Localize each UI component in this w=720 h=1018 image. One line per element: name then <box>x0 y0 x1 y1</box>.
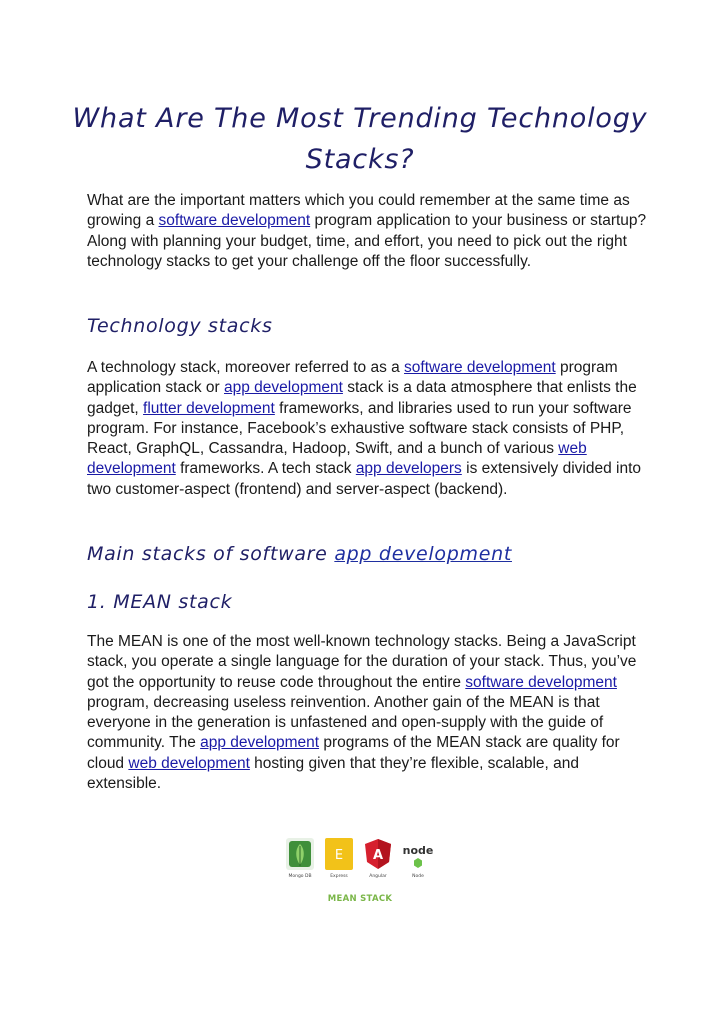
paragraph-text: is extensively divided into two customer-aspect (frontend) and server-aspect (backend). <box>87 460 642 498</box>
app-development-heading-link[interactable]: app development <box>334 543 512 565</box>
paragraph-text: hosting given that they’re flexible, scalable, and extensible. <box>87 754 580 793</box>
web-development-link[interactable]: web development <box>87 440 587 478</box>
svg-text:node: node <box>402 844 434 857</box>
software-development-link[interactable]: software development <box>404 359 556 376</box>
paragraph-text: program application stack or <box>87 359 618 397</box>
heading-text: Main stacks of software <box>87 543 335 565</box>
paragraph-text: The MEAN is one of the most well-known technology stacks. Being a JavaScript stack, you operate a single language for the duration of your stack. Thus, you’ve got the opportunity to reuse code throughout the entire <box>87 633 637 691</box>
paragraph-text: frameworks. A tech stack <box>175 460 356 478</box>
logo-caption-angular: Angular <box>369 874 387 879</box>
section-heading-technology-stacks: Technology stacks <box>87 315 273 337</box>
web-development-link[interactable]: web development <box>128 754 250 772</box>
software-development-link[interactable]: software development <box>465 673 617 691</box>
intro-text: program application to your business or startup? Along with planning your budget, time, and effort, you need to pick out the right technology stacks to get your challenge off the floor successfully. <box>87 212 647 270</box>
mean-stack-label: MEAN STACK <box>327 894 393 904</box>
paragraph-text: stack is a data atmosphere that enlists the gadget, <box>87 379 637 417</box>
mean-stack-image <box>280 830 440 914</box>
software-development-link[interactable]: software development <box>158 212 311 230</box>
intro-paragraph <box>87 191 647 272</box>
svg-text:A: A <box>372 848 384 863</box>
page-title: What Are The Most Trending Technology Stacks? <box>72 103 648 175</box>
logo-caption-mongodb: Mongo DB <box>288 874 312 879</box>
logo-caption-express: Express <box>330 874 348 879</box>
technology-stacks-paragraph <box>87 358 647 500</box>
angular-shield-icon <box>364 838 392 870</box>
app-development-link[interactable]: app development <box>200 734 320 752</box>
paragraph-text: frameworks, and libraries used to run your software program. For instance, Facebook’s exhaustive software stack consists of PHP, React, GraphQL, Cassandra, Hadoop, Swift, and a bunch of various <box>87 399 632 458</box>
section-heading-main-stacks <box>87 541 512 567</box>
flutter-development-link[interactable]: flutter development <box>143 399 275 417</box>
mongodb-leaf-icon <box>286 838 314 870</box>
app-developers-link[interactable]: app developers <box>355 460 462 478</box>
express-e-icon <box>325 838 353 870</box>
paragraph-text: programs of the MEAN stack are quality for cloud <box>87 734 620 772</box>
mean-stack-paragraph <box>87 632 647 794</box>
paragraph-text: A technology stack, moreover referred to as a <box>87 359 405 376</box>
app-development-link[interactable]: app development <box>224 379 343 397</box>
svg-text:E: E <box>334 848 344 863</box>
paragraph-text: program, decreasing useless reinvention. Another gain of the MEAN is that everyone in the generation is unfastened and open-supply with the guide of community. The <box>87 693 604 752</box>
node-logo-icon <box>400 838 436 870</box>
logo-caption-node: Node <box>412 874 424 879</box>
intro-text: What are the important matters which you could remember at the same time as growing a <box>87 192 630 230</box>
section-heading-mean-stack: 1. MEAN stack <box>87 591 233 613</box>
